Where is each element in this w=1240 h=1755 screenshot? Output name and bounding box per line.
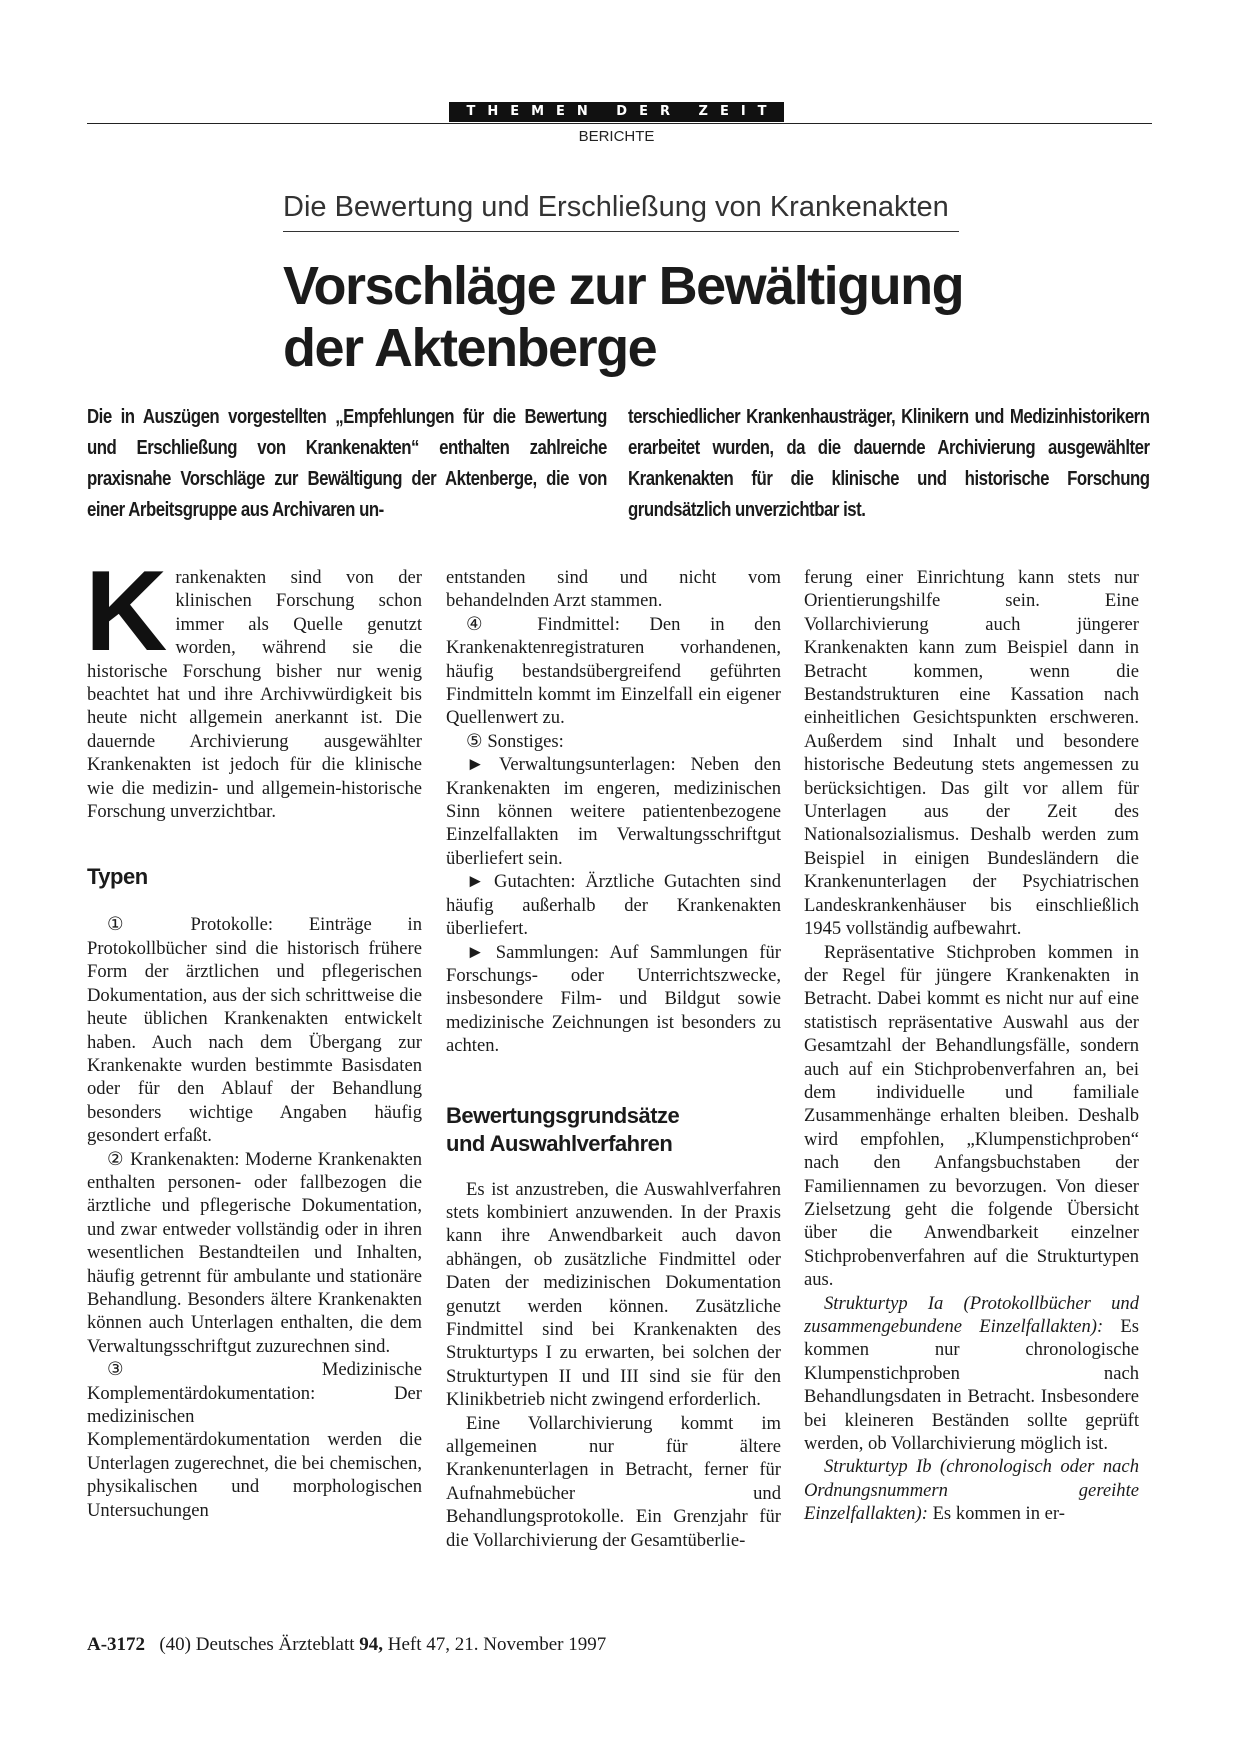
rubric-label: BERICHTE	[578, 128, 655, 145]
subhead-bewertung-line-2: und Auswahlverfahren	[446, 1130, 673, 1156]
typ-5c-paragraph: ► Sammlungen: Auf Sammlungen für Forschungs- oder Unterrichtszwecke, insbesondere Film- und Bildgut sowie medizinische Zeichnungen ist besonders zu achten.	[446, 941, 781, 1057]
footer-page-number: (40)	[159, 1634, 191, 1655]
typ-5-paragraph: ⑤ Sonstiges:	[466, 730, 564, 752]
footer-page-id: A-3172	[87, 1634, 146, 1655]
footer-volume: 94,	[359, 1634, 384, 1655]
header-rule	[87, 123, 1152, 124]
column-3	[804, 566, 1139, 1526]
subhead-bewertung-line-1: Bewertungsgrundsätze	[446, 1102, 680, 1128]
typ-4-paragraph: ④ Findmittel: Den in den Krankenaktenregistraturen vorhandenen, häufig bestandsübergreifend geführten Findmitteln kommt im Einzelfall ein eigener Quellenwert zu.	[446, 613, 781, 729]
typ-3-continued: entstanden sind und nicht vom behandelnden Arzt stammen.	[446, 567, 781, 612]
strukturtyp-ib-text: Es kommen in er-	[927, 1503, 1065, 1525]
lead-left: Die in Auszügen vorgestellten „Empfehlungen für die Bewertung und Erschließung von Krankenakten“ enthalten zahlreiche praxisnahe Vorschläge zur Bewältigung der Aktenberge, die von einer Arbeitsgruppe aus Archivaren un-	[87, 405, 607, 521]
typ-1-paragraph: ① Protokolle: Einträge in Protokollbücher sind die historisch frühere Form der ärztlichen und pflegerischen Dokumentation, aus der sich schrittweise die heute üblichen Krankenakten entwickelt haben. Auch nach dem Übergang zur Krankenakte wurden bestimmte Basisdaten oder für den Ablauf der Behandlung besonders wichtige Angaben häufig gesondert erfaßt.	[87, 914, 422, 1147]
strukturtyp-ib-paragraph	[804, 1455, 1139, 1525]
intro-paragraph	[85, 548, 422, 823]
typ-5b-paragraph: ► Gutachten: Ärztliche Gutachten sind häufig außerhalb der Krankenakten überliefert.	[446, 871, 781, 940]
strukturtyp-ia-text: Es kommen nur chronologische Klumpenstichproben nach Behandlungsdaten in Betracht. Insbesondere bei kleineren Beständen sollte geprüft werden, ob Vollarchivierung möglich ist.	[804, 1316, 1139, 1455]
page-footer	[87, 1634, 606, 1656]
section-label: THEMEN DER ZEIT	[449, 102, 784, 122]
bewertung-paragraph-2-continued: ferung einer Einrichtung kann stets nur Orientierungshilfe sein. Eine Vollarchivierung auch jüngerer Krankenakten kann zum Beispiel dann in Betracht kommen, wenn die Bestandstrukturen eine Kassation nach einheitlichen Gesichtspunkten erschweren. Außerdem sind Inhalt und besondere historische Bedeutung stets angemessen zu berücksichtigen. Das gilt vor allem für Unterlagen aus der Zeit des Nationalsozialismus. Deshalb werden zum Beispiel in einigen Bundesländern die Krankenunterlagen der Psychiatrischen Landeskrankenhäuser bis einschließlich 1945 vollständig aufbewahrt.	[804, 567, 1139, 940]
article-headline	[283, 255, 1183, 379]
bewertung-paragraph-2: Eine Vollarchivierung kommt im allgemeinen nur für ältere Krankenunterlagen in Betracht, ferner für Aufnahmebücher und Behandlungsprotokolle. Ein Grenzjahr für die Vollarchivierung der Gesamtüberlie-	[446, 1412, 781, 1551]
bewertung-paragraph-1: Es ist anzustreben, die Auswahlverfahren stets kombiniert anzuwenden. In der Praxis kann ihre Anwendbarkeit auch davon abhängen, ob zusätzliche Findmittel oder Daten der medizinischen Dokumentation genutzt werden können. Zusätzliche Findmittel sind bei Krankenakten des Strukturtyps I zu erwarten, bei solchen der Strukturtypen II und III sind sie für den Klinikbetrieb nicht zwingend erforderlich.	[446, 1178, 781, 1411]
typ-5a-paragraph: ► Verwaltungsunterlagen: Neben den Krankenakten im engeren, medizinischen Sinn können weitere patientenbezogene Einzelfallakten im Verwaltungsschriftgut überliefert sein.	[446, 754, 781, 869]
strukturtyp-ib-label: Strukturtyp Ib (chronologisch oder nach Ordnungsnummern gereihte Einzelfallakten):	[804, 1456, 1139, 1525]
drop-cap: K	[85, 548, 168, 675]
strukturtyp-ia-label: Strukturtyp Ia (Protokollbücher und zusammengebundene Einzelfallakten):	[804, 1292, 1139, 1337]
column-1	[85, 548, 422, 1522]
intro-text: rankenakten sind von der klinischen Forschung schon immer als Quelle genutzt worden, während sie die historische Forschung bisher nur wenig beachtet hat und ihre Archivwürdigkeit bis heute nicht allgemein anerkannt ist. Die dauernde Archivierung ausgewählter Krankenakten ist jedoch für die klinische wie die medizin- und allgemein-historische Forschung unverzichtbar.	[87, 567, 422, 823]
article-kicker: Die Bewertung und Erschließung von Krankenakten	[283, 191, 949, 223]
headline-line-2: der Aktenberge	[283, 318, 657, 378]
subhead-bewertung	[446, 1102, 781, 1158]
subhead-typen: Typen	[87, 864, 148, 890]
lead-right: terschiedlicher Krankenhausträger, Klinikern und Medizinhistorikern erarbeitet wurden, da die dauernde Archivierung ausgewählter Krankenakten für die klinische und historische Forschung grundsätzlich unverzichtbar ist.	[628, 405, 1150, 521]
headline-line-1: Vorschläge zur Bewältigung	[283, 256, 964, 316]
bewertung-paragraph-3: Repräsentative Stichproben kommen in der Regel für jüngere Krankenakten in Betracht. Dabei kommt es nicht nur auf eine statistisch repräsentative Auswahl aus der Gesamtzahl der Behandlungsfälle, sondern auch auf ein Stichprobenverfahren an, bei dem individuelle und familiale Zusammenhänge erhalten bleiben. Deshalb wird empfohlen, „Klumpenstichproben“ nach den Anfangsbuchstaben der Familiennamen zu bevorzugen. Von dieser Zielsetzung geht die folgende Übersicht über die Anwendbarkeit einzelner Stichprobenverfahren auf die Strukturtypen aus.	[804, 941, 1139, 1291]
footer-journal: Deutsches Ärzteblatt	[195, 1634, 355, 1655]
typ-3-paragraph: ③ Medizinische Komplementärdokumentation: Der medizinischen Komplementärdokumentation werden die Unterlagen zugerechnet, die bei chemischen, physikalischen und morphologischen Untersuchungen	[87, 1359, 422, 1521]
footer-issue: Heft 47, 21. November 1997	[387, 1634, 607, 1655]
column-2	[446, 566, 781, 1552]
kicker-rule	[283, 231, 959, 232]
typ-2-paragraph: ② Krankenakten: Moderne Krankenakten enthalten personen- oder fallbezogen die ärztliche und pflegerische Dokumentation, und zwar entweder vollständig oder in ihren wesentlichen Bestandteilen und Inhalten, häufig getrennt für ambulante und stationäre Behandlung. Besonders ältere Krankenakten können auch Unterlagen enthalten, die dem Verwaltungsschriftgut zuzurechnen sind.	[87, 1148, 422, 1357]
strukturtyp-ia-paragraph	[804, 1292, 1139, 1456]
